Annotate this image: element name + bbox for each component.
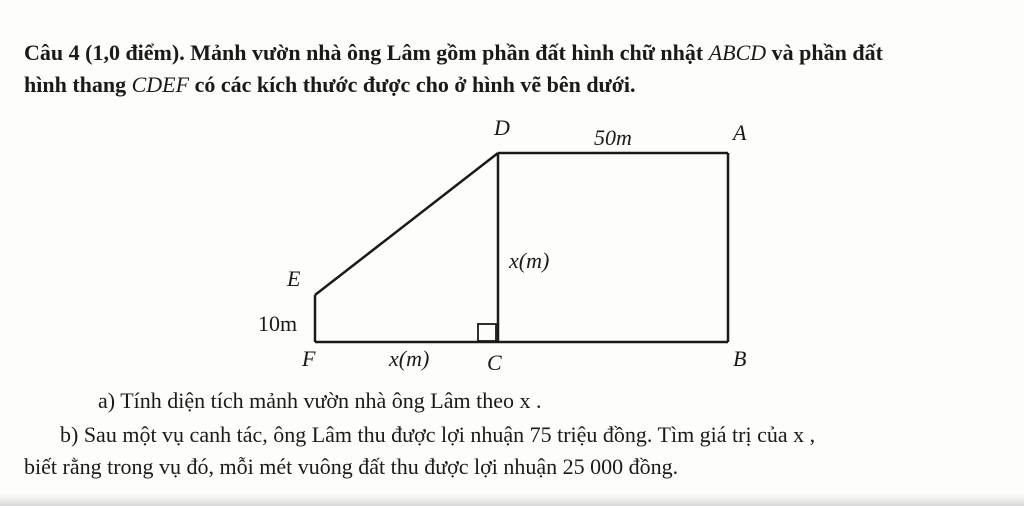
math-cdef: CDEF xyxy=(131,72,190,97)
question-b-continued: biết rằng trong vụ đó, mỗi mét vuông đất thu được lợi nhuận 25 000 đồng. xyxy=(24,454,679,479)
label-left-10m: 10m xyxy=(258,311,298,336)
question-a: a) Tính diện tích mảnh vườn nhà ông Lâm theo x . xyxy=(98,388,542,413)
question-b: b) Sau một vụ canh tác, ông Lâm thu được lợi nhuận 75 triệu đồng. Tìm giá trị của x , xyxy=(60,422,816,447)
point-c-label: C xyxy=(487,350,502,375)
problem-text-1: Mảnh vườn nhà ông Lâm gồm phần đất hình chữ nhật xyxy=(184,40,709,65)
problem-text-1-tail: và phần đất xyxy=(766,40,883,65)
point-a-label: A xyxy=(733,120,747,145)
problem-heading: Câu 4 (1,0 điểm). xyxy=(24,40,185,65)
problem-text-2-tail: có các kích thước được cho ở hình vẽ bên dưới. xyxy=(189,72,636,97)
point-f-label: F xyxy=(302,346,316,371)
label-bottom-x: x(m) xyxy=(389,346,430,371)
point-e-label: E xyxy=(287,266,301,291)
segment-de xyxy=(315,153,498,295)
label-height-x: x(m) xyxy=(509,248,550,273)
problem-text-2: hình thang xyxy=(24,72,132,97)
right-angle-mark xyxy=(478,324,496,341)
point-d-label: D xyxy=(494,115,510,140)
scan-edge xyxy=(0,494,1024,506)
math-abcd: ABCD xyxy=(708,40,767,65)
point-b-label: B xyxy=(733,346,747,371)
label-top-length: 50m xyxy=(594,125,632,150)
